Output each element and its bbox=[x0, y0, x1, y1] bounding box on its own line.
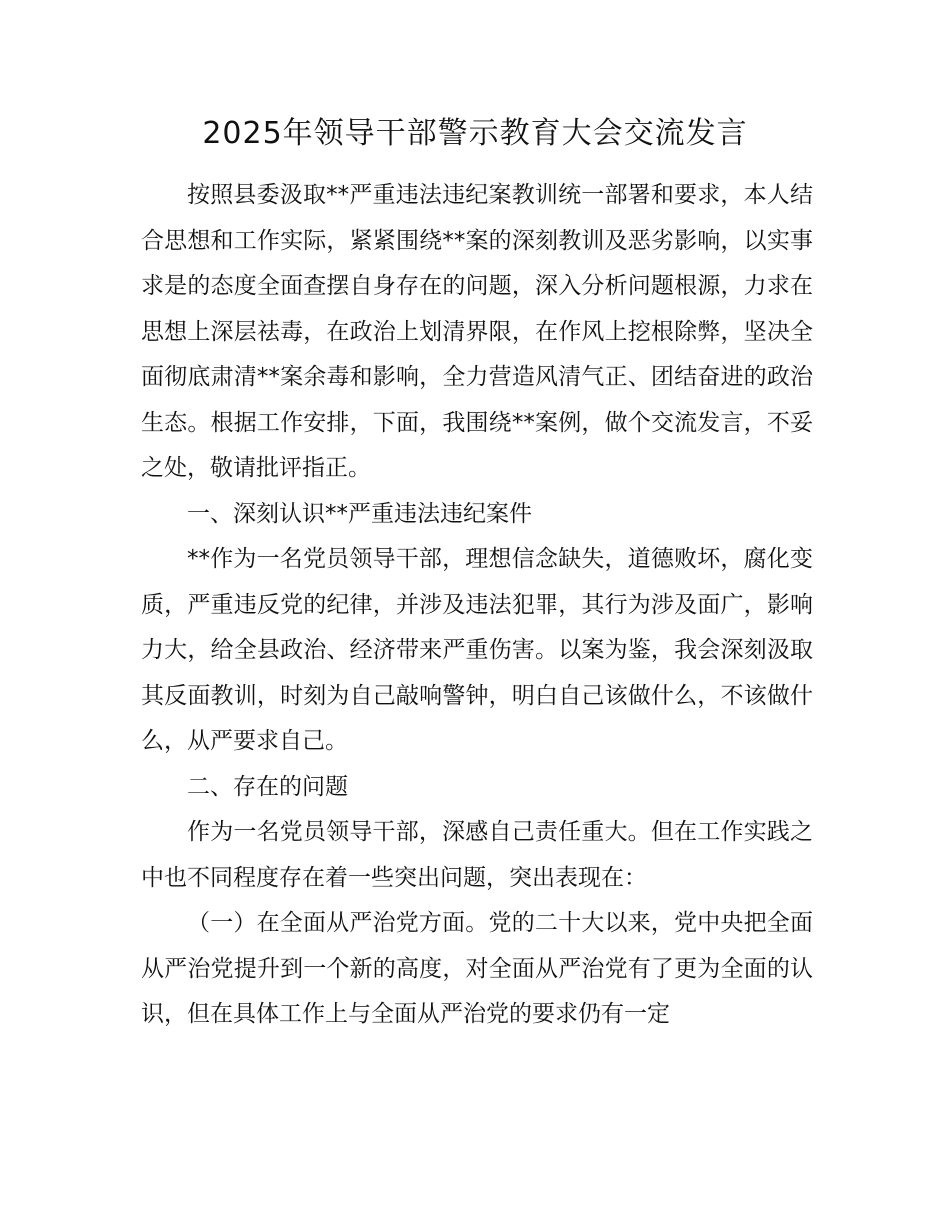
paragraph-case-analysis: **作为一名党员领导干部，理想信念缺失，道德败坏，腐化变质，严重违反党的纪律，并涉及违法犯罪，其行为涉及面广，影响力大，给全县政治、经济带来严重伤害。以案为鉴，我会深刻汲取其反面教训，时刻为自己敲响警钟，明白自己该做什么，不该做什么，从严要求自己。 bbox=[141, 546, 813, 754]
paragraph-intro: 按照县委汲取**严重违法违纪案教训统一部署和要求，本人结合思想和工作实际，紧紧围绕**案的深刻教训及恶劣影响，以实事求是的态度全面查摆自身存在的问题，深入分析问题根源，力求在思想上深层祛毒，在政治上划清界限，在作风上挖根除弊，坚决全面彻底肃清**案余毒和影响，全力营造风清气正、团结奋进的政治生态。根据工作安排，下面，我围绕**案例，做个交流发言，不妥之处，敬请批评指正。 bbox=[141, 182, 813, 481]
section-heading-1: 一、深刻认识**严重违法违纪案件 bbox=[187, 500, 532, 527]
document-body bbox=[141, 173, 813, 1038]
paragraph-problems-intro: 作为一名党员领导干部，深感自己责任重大。但在工作实践之中也不同程度存在着一些突出问题，突出表现在： bbox=[141, 819, 813, 891]
document-title: 2025年领导干部警示教育大会交流发言 bbox=[202, 116, 748, 151]
paragraph-subsection-1: （一）在全面从严治党方面。党的二十大以来，党中央把全面从严治党提升到一个新的高度，对全面从严治党有了更为全面的认识，但在具体工作上与全面从严治党的要求仍有一定 bbox=[141, 910, 813, 1027]
section-heading-2: 二、存在的问题 bbox=[187, 773, 348, 800]
